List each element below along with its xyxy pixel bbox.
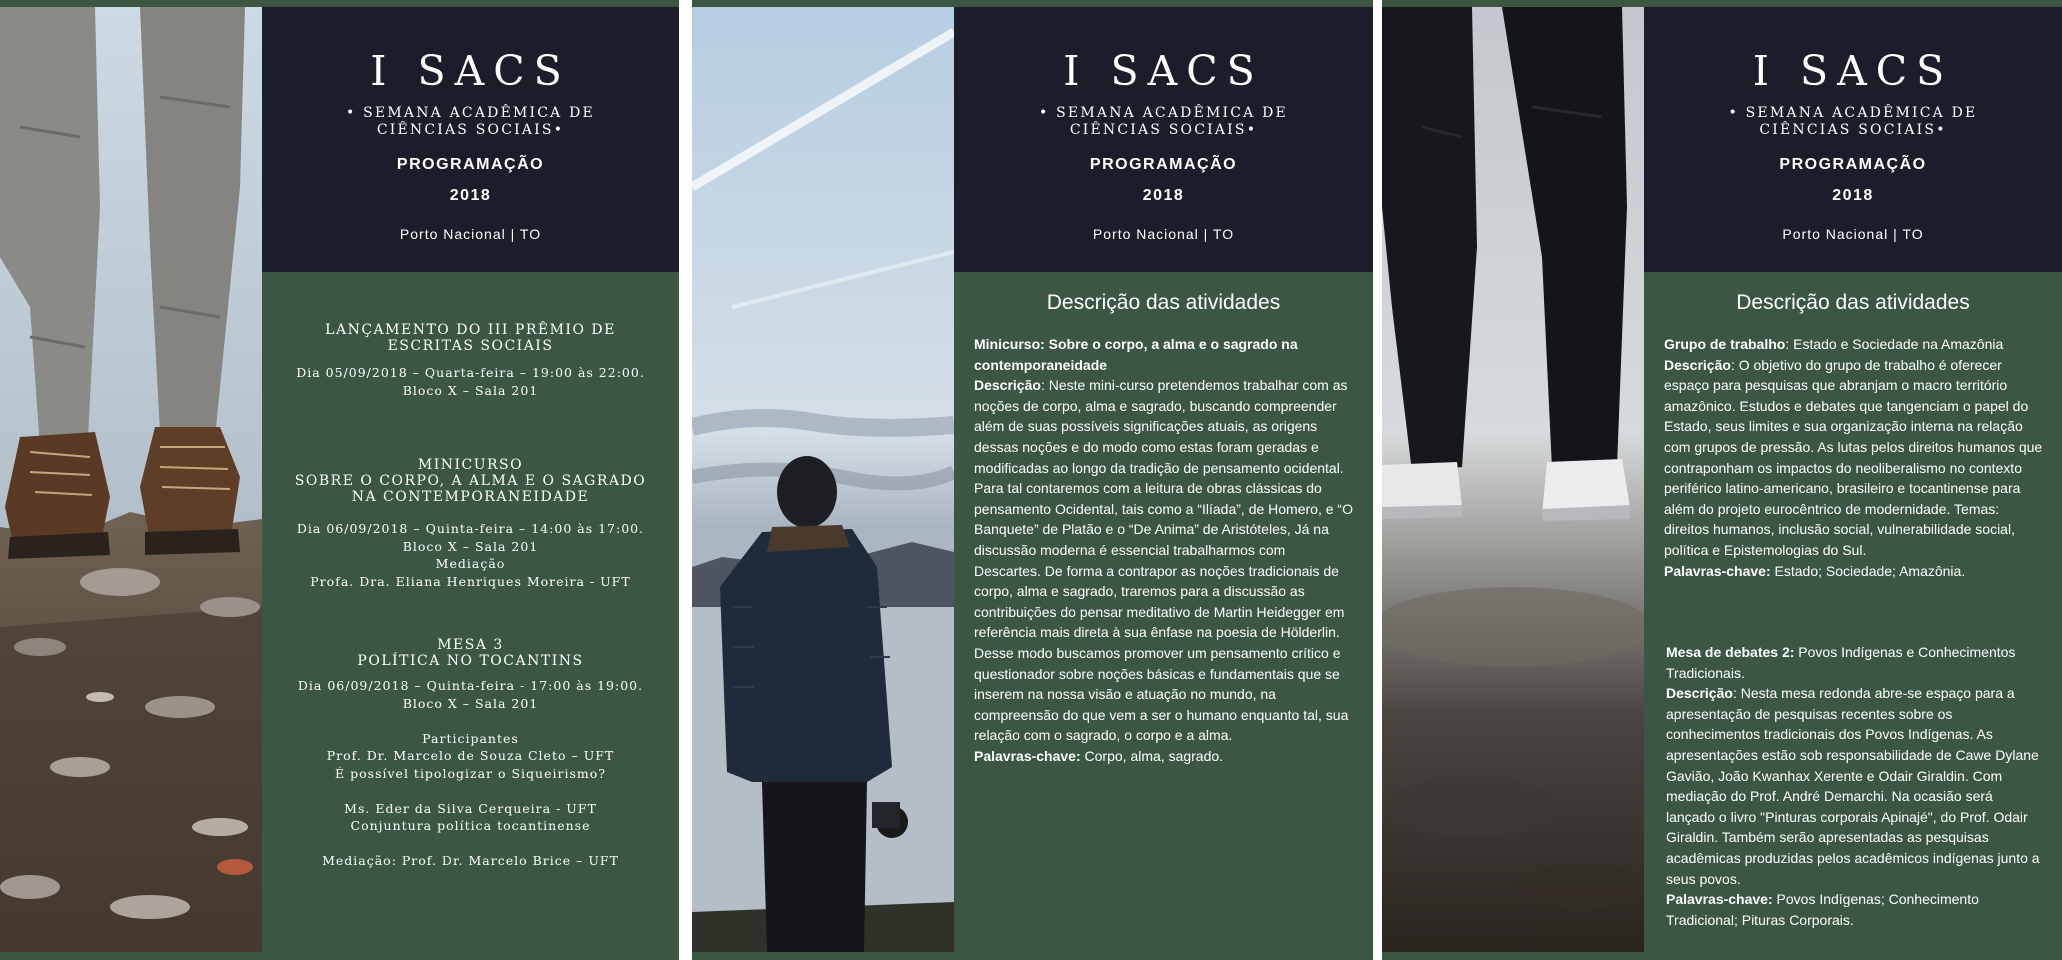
keywords-label: Palavras-chave: (974, 747, 1081, 764)
schedule-item-title: MESA 3 POLÍTICA NO TOCANTINS (357, 637, 584, 669)
boots-photo (0, 7, 262, 952)
brochure-panel-2 (692, 0, 1373, 960)
program-label: PROGRAMAÇÃO (1089, 156, 1238, 173)
activity-name: Minicurso: Sobre o corpo, a alma e o sagrado na contemporaneidade (974, 336, 1298, 373)
keywords-label: Palavras-chave: (1666, 891, 1773, 908)
keywords-text: Corpo, alma, sagrado. (1080, 747, 1224, 764)
working-group-label: Grupo de trabalho (1664, 336, 1786, 352)
lake-photo (692, 7, 954, 952)
legs-photo (1382, 7, 1644, 952)
debate-table-label: Mesa de debates 2: (1666, 644, 1795, 660)
section-title: Descrição das atividades (1736, 291, 1970, 314)
description-label: Descrição (974, 377, 1041, 394)
panel-1-content (262, 7, 679, 960)
header-block (262, 7, 679, 272)
panel-3-content (1644, 7, 2062, 960)
event-title: I SACS (1063, 47, 1264, 95)
event-title: I SACS (1752, 47, 1954, 95)
man-by-lake-image (692, 7, 954, 952)
keywords-label: Palavras-chave: (1664, 562, 1771, 579)
debate-table-name: Povos Indígenas e Conhecimentos Tradicionais. (1666, 644, 2016, 681)
activity-descriptions (954, 272, 1373, 960)
schedule-item-title: MINICURSO SOBRE O CORPO, A ALMA E O SAGRADO NA CONTEMPORANEIDADE (294, 457, 647, 505)
location-label: Porto Nacional | TO (1782, 226, 1924, 242)
working-group-block (1664, 334, 2044, 581)
location-label: Porto Nacional | TO (1092, 226, 1235, 242)
event-title: I SACS (370, 47, 571, 95)
header-block (1644, 7, 2062, 272)
event-subtitle: • SEMANA ACADÊMICA DE CIÊNCIAS SOCIAIS• (1039, 105, 1288, 138)
description-text: : O objetivo do grupo de trabalho é oferecer espaço para pesquisas que abranjam o macro território amazônico. Estudos e debates que tangenciam o papel do Estado, seus limites e sua organização interna na relação com grupos de pressão. As lutas pelos direitos humanos que contraponham os impactos do neoliberalismo no contexto periférico latino-americano, brasileiro e tocantinense para além do projeto eurocêntrico de modernidade. Temas: direitos humanos, inclusão social, vulnerabilidade social, política e Epistemologias do Sul. (1664, 356, 2043, 558)
event-subtitle: • SEMANA ACADÊMICA DE CIÊNCIAS SOCIAIS• (1728, 105, 1978, 138)
year-label: 2018 (1142, 187, 1185, 204)
person-legs-image (1382, 7, 1644, 952)
schedule-item-details: Dia 05/09/2018 – Quarta-feira – 19:00 às 22:00. Bloco X – Sala 201 (296, 365, 645, 398)
description-text: : Nesta mesa redonda abre-se espaço para a apresentação de pesquisas recentes sobre os conhecimentos tradicionais dos Povos Indígenas. As apresentações estão sob responsabilidade de Cawe Dylane Gavião, João Kwanhax Xerente e Odair Giraldin. Com mediação do Prof. André Demarchi. Na ocasião será lançado o livro "Pinturas corporais Apinajé", do Prof. Odair Giraldin. Também serão apresentadas as pesquisas acadêmicas produzidas pelos acadêmicos indígenas junto a seus povos. (1666, 685, 2040, 887)
description-label: Descrição (1666, 685, 1733, 702)
description-text: : Neste mini-curso pretendemos trabalhar com as noções de corpo, alma e sagrado, buscando compreender além de suas possíveis significações atuais, as origens dessas noções e do modo como estas foram geradas e modificadas ao longo da tradição de pensamento ocidental. Para tal contaremos com a leitura de obras clássicas do pensamento Ocidental, tais como a “Ilíada”, de Homero, e “O Banquete” de Platão e o “De Anima” de Aristóteles, Já na discussão moderna é essencial trabalharmos com Descartes. De forma a contrapor as noções tradicionais de corpo, alma e sagrado, traremos para a discussão as contribuições do pensar meditativo de Martin Heidegger em referência mais direta à sua ênfase na poesia de Hölderlin. Desse modo buscamos promover um pensamento crítico e questionador sobre noções básicas e fundamentais que se inserem na nossa visão e atuação no mundo, na compreensão do que vem a ser o humano enquanto tal, sua relação com o sagrado, o corpo e a alma. (974, 377, 1353, 744)
program-label: PROGRAMAÇÃO (396, 156, 545, 173)
schedule-item-details: Dia 06/09/2018 – Quinta-feira – 14:00 às 17:00. Bloco X – Sala 201 Mediação Profa. Dra. Eliana Henriques Moreira - UFT (296, 521, 645, 589)
section-title: Descrição das atividades (1046, 291, 1281, 314)
event-subtitle: • SEMANA ACADÊMICA DE CIÊNCIAS SOCIAIS• (346, 105, 595, 138)
keywords-text: Povos Indígenas; Conhecimento Tradicional; Pituras Corporais. (1666, 891, 1979, 928)
schedule-item-details: Dia 06/09/2018 – Quinta-feira - 17:00 às 19:00. Bloco X – Sala 201 Participantes Prof. Dr. Marcelo de Souza Cleto – UFT É possível tipologizar o Siqueirismo? Ms. Eder da Silva Cerqueira - UFT Conjuntura política tocantinense Mediação: Prof. Dr. Marcelo Brice – UFT (297, 678, 644, 868)
location-label: Porto Nacional | TO (399, 226, 542, 242)
activity-descriptions (1644, 272, 2062, 960)
brochure-panel-1 (0, 0, 679, 960)
year-label: 2018 (1832, 187, 1874, 204)
schedule-list (262, 272, 679, 960)
working-group-name: : Estado e Sociedade na Amazônia (1785, 336, 2004, 352)
program-label: PROGRAMAÇÃO (1779, 156, 1927, 173)
brochure-panel-3 (1382, 0, 2062, 960)
activity-block (974, 334, 1355, 766)
description-label: Descrição (1664, 356, 1731, 373)
schedule-item-title: LANÇAMENTO DO III PRÊMIO DE ESCRITAS SOCIAIS (325, 322, 616, 354)
header-block (954, 7, 1373, 272)
keywords-text: Estado; Sociedade; Amazônia. (1770, 562, 1966, 579)
debate-table-block (1666, 642, 2042, 930)
panel-2-content (954, 7, 1373, 960)
year-label: 2018 (449, 187, 492, 204)
hiking-boots-image (0, 7, 262, 952)
